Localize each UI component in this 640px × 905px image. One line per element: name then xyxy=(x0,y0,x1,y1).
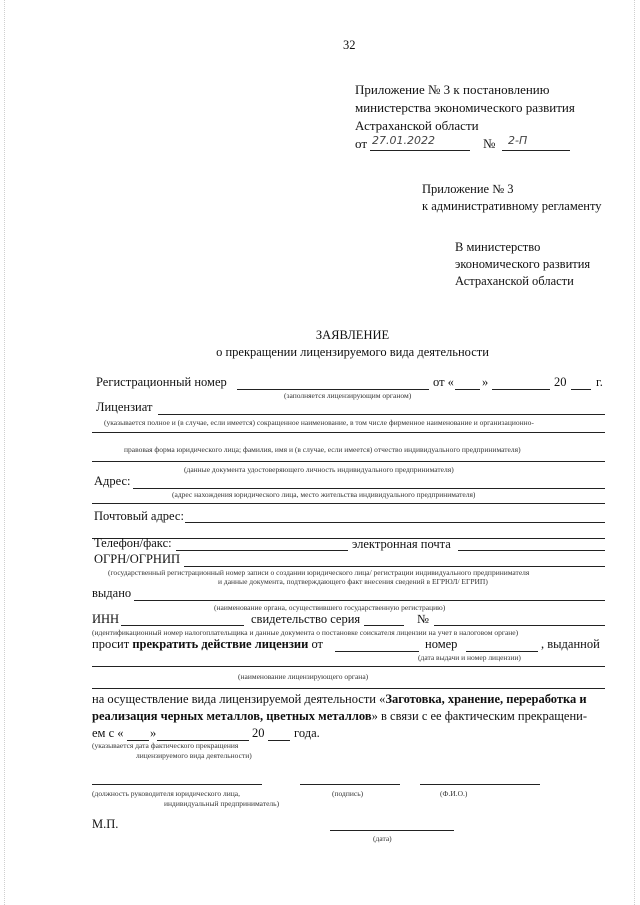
cert-series-label: свидетельство серия xyxy=(251,612,361,626)
license-date-field[interactable] xyxy=(335,651,419,652)
address-label: Адрес: xyxy=(94,474,131,488)
address-caption: (адрес нахождения юридического лица, место жительства индивидуального предпринимателя) xyxy=(172,490,476,499)
request-issued-label: , выданной xyxy=(541,637,600,651)
appendix-number-value: 2-П xyxy=(508,134,528,147)
request-bold: прекратить действие лицензии xyxy=(132,637,309,651)
reg-year-field[interactable] xyxy=(571,389,591,390)
licensee-caption2: правовая форма юридического лица; фамилия, имя и (в случае, если имеется) отчество индивидуального предпринимателя) xyxy=(124,445,521,454)
document-subtitle: о прекращении лицензируемого вида деятельности xyxy=(216,345,489,359)
document-title: ЗАЯВЛЕНИЕ xyxy=(315,328,390,342)
appendix-line3: Астраханской области xyxy=(355,118,479,133)
reg-day-field[interactable] xyxy=(455,389,480,390)
email-label: электронная почта xyxy=(352,537,451,551)
since-caption2: лицензируемого вида деятельности) xyxy=(136,751,252,760)
reg-quote-close: » xyxy=(482,375,489,389)
regulation-line2: к административному регламенту xyxy=(422,199,602,213)
appendix-date-prefix: от xyxy=(355,136,368,151)
since-year-label: 20 xyxy=(252,726,265,740)
reg-month-field[interactable] xyxy=(492,389,550,390)
ogrn-caption1: (государственный регистрационный номер записи о создании юридического лица/ регистрации индивидуального предпринимателя xyxy=(108,568,530,577)
phone-field[interactable] xyxy=(176,550,348,551)
date-caption: (дата) xyxy=(373,834,392,843)
activity-prefix: на осуществление вида лицензируемой деятельности « xyxy=(92,692,386,706)
inn-label: ИНН xyxy=(92,612,120,626)
activity-bold1: Заготовка, хранение, переработка и xyxy=(385,692,587,706)
reg-caption: (заполняется лицензирующим органом) xyxy=(284,391,412,400)
ogrn-caption2: и данные документа, подтверждающего факт внесения сведений в ЕГРЮЛ/ ЕГРИП) xyxy=(218,577,488,586)
issued-field[interactable] xyxy=(134,600,605,601)
since-caption1: (указывается дата фактического прекращения xyxy=(92,741,239,750)
postal-label: Почтовый адрес: xyxy=(94,509,184,523)
request-prefix: просит xyxy=(92,637,130,651)
inn-caption: (идентификационный номер налогоплательщика и данные документа о постановке соискателя лицензии на учет в налоговом органе) xyxy=(92,628,519,637)
full-name-field[interactable] xyxy=(420,784,540,785)
activity-line1 xyxy=(92,692,587,707)
reg-number-field[interactable] xyxy=(237,389,429,390)
since-prefix: ем с « xyxy=(92,726,124,740)
activity-bold2: реализация черных металлов, цветных металлов xyxy=(92,709,372,723)
identity-document-field[interactable] xyxy=(92,461,605,462)
reg-from-label: от « xyxy=(433,375,454,389)
issued-caption: (наименование органа, осуществившего государственную регистрацию) xyxy=(214,603,446,612)
address-field[interactable] xyxy=(133,488,605,489)
since-suffix: года. xyxy=(294,726,320,740)
addressee-line2: экономического развития xyxy=(455,257,591,271)
licensee-label: Лицензиат xyxy=(96,400,153,414)
since-year-field[interactable] xyxy=(268,740,290,741)
licensee-field-2[interactable] xyxy=(92,432,605,433)
identity-document-caption: (данные документа удостоверяющего личность индивидуального предпринимателя) xyxy=(184,465,454,474)
request-text xyxy=(92,637,323,652)
inn-field[interactable] xyxy=(121,625,244,626)
request-from: от xyxy=(311,637,323,651)
licensee-caption1: (указывается полное и (в случае, если имеется) сокращенное наименование, в том числе фирменное наименование и организационно- xyxy=(104,418,534,427)
postal-field[interactable] xyxy=(185,522,605,523)
reg-number-label: Регистрационный номер xyxy=(96,375,227,389)
reg-year-label: 20 xyxy=(554,375,567,389)
request-number-label: номер xyxy=(425,637,458,651)
position-caption1: (должность руководителя юридического лица, xyxy=(92,789,240,798)
licensee-field[interactable] xyxy=(158,414,605,415)
cert-number-field[interactable] xyxy=(434,625,605,626)
position-caption2: индивидуальный предприниматель) xyxy=(164,799,280,808)
license-organ-field[interactable] xyxy=(92,666,605,667)
appendix-date-line xyxy=(370,150,470,151)
page-number: 32 xyxy=(343,38,356,52)
organ-caption: (наименование лицензирующего органа) xyxy=(238,672,369,681)
since-mid: » xyxy=(150,726,157,740)
addressee-line3: Астраханской области xyxy=(455,274,574,288)
date-field[interactable] xyxy=(330,830,454,831)
signature-caption: (подпись) xyxy=(332,789,364,798)
stamp-label: М.П. xyxy=(92,817,119,831)
appendix-number-line xyxy=(502,150,570,151)
ogrn-field[interactable] xyxy=(184,566,605,567)
scan-edge-left xyxy=(4,0,5,905)
position-field[interactable] xyxy=(92,784,262,785)
activity-line2 xyxy=(92,709,587,724)
activity-suffix: » в связи с ее фактическим прекращени- xyxy=(371,709,587,723)
phone-label: Телефон/факс: xyxy=(94,536,172,550)
addressee-line1: В министерство xyxy=(455,240,541,254)
license-number-field[interactable] xyxy=(466,651,538,652)
scan-edge-right xyxy=(634,0,635,905)
appendix-date-value: 27.01.2022 xyxy=(372,134,435,147)
regulation-line1: Приложение № 3 xyxy=(422,182,514,196)
address-field-2[interactable] xyxy=(92,503,605,504)
cert-number-label: № xyxy=(417,612,429,626)
issued-label: выдано xyxy=(92,586,132,600)
appendix-line1: Приложение № 3 к постановлению xyxy=(355,82,550,97)
license-organ-field-2[interactable] xyxy=(92,688,605,689)
email-field[interactable] xyxy=(458,550,605,551)
appendix-line2: министерства экономического развития xyxy=(355,100,575,115)
ogrn-label: ОГРН/ОГРНИП xyxy=(94,552,180,566)
request-caption: (дата выдачи и номер лицензии) xyxy=(418,653,521,662)
signature-field[interactable] xyxy=(300,784,400,785)
cert-series-field[interactable] xyxy=(364,625,404,626)
reg-year-suffix: г. xyxy=(596,375,603,389)
full-name-caption: (Ф.И.О.) xyxy=(440,789,468,798)
appendix-number-prefix: № xyxy=(483,136,496,151)
